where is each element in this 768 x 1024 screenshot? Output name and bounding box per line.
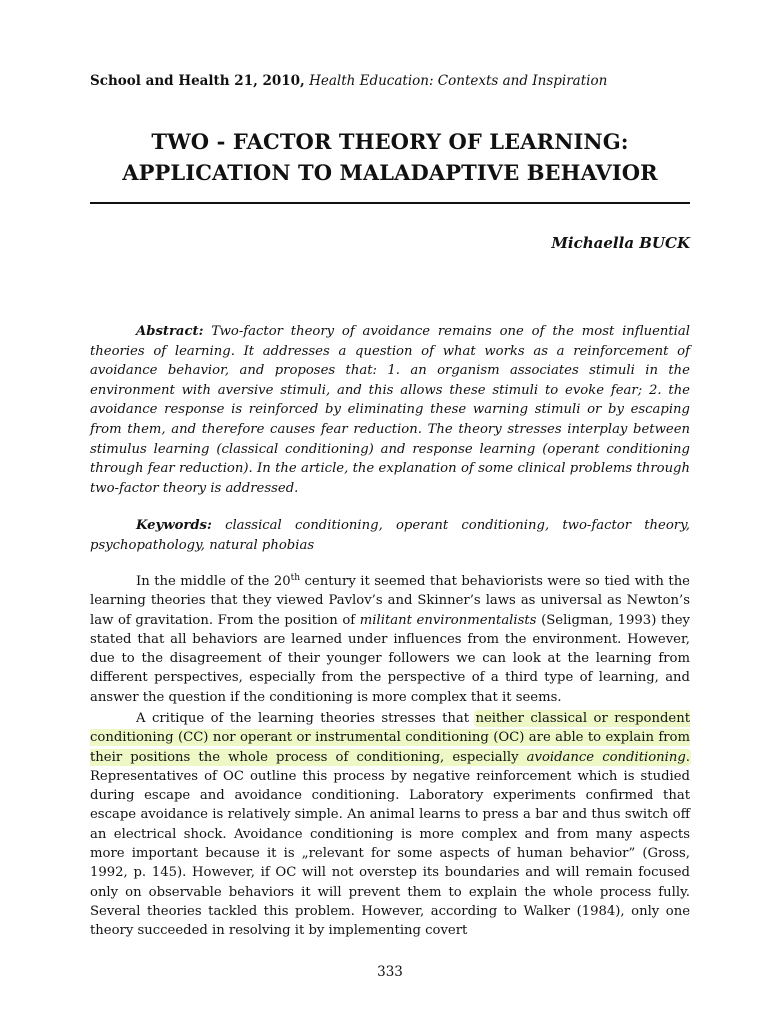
abstract-text: Two-factor theory of avoidance remains one of the most influential theories of learning. It addresses a question of what works as a reinforcement of avoidance behavior, and proposes that: 1. an organism associates stimuli in the environment with aversive stimuli, and this allows these stimuli to evoke fear; 2. the avoidance response is reinforced by eliminating these warning stimuli or by escaping from them, and therefore causes fear reduction. The theory stresses interplay between stimulus learning (classical conditioning) and response learning (operant conditioning through fear reduction). In the article, the explanation of some clinical problems through two-factor theory is addressed.: [90, 324, 690, 496]
body-p2-text-b: Representatives of OC outline this process by negative reinforcement which is studied during escape and avoidance conditioning. Laboratory experiments confirmed that escape avoidance is relatively simple. An animal learns to press a bar and thus switch off an electrical shock. Avoidance conditioning is more complex and from many aspects more important because it is „relevant for some aspects of human behavior” (Gross, 1992, p. 145). However, if OC will not overstep its boundaries and will remain focused only on observable behaviors it will prevent them to explain the whole process fully. Several theories tackled this problem. However, according to Walker (1984), only one theory succeeded in resolving it by implementing covert: [90, 768, 690, 939]
highlighted-italic-text: avoidance conditioning: [526, 749, 686, 765]
keywords-label: Keywords:: [136, 518, 212, 533]
journal-subtitle: Health Education: Contexts and Inspiration: [309, 73, 608, 89]
body-p1-text-a: In the middle of the 20: [136, 574, 291, 589]
body-paragraph-1: [90, 572, 690, 707]
abstract-label: Abstract:: [136, 324, 204, 339]
article-title: [90, 126, 690, 188]
article-title-line-2: APPLICATION TO MALADAPTIVE BEHAVIOR: [122, 160, 658, 185]
highlighted-text-end: .: [685, 749, 690, 765]
document-page: [90, 0, 690, 1024]
abstract-paragraph: [90, 322, 690, 498]
highlighted-text: neither classical or respondent conditioning (CC) nor operant or instrumental conditioning (OC) are able to explain from their positions the whole process of conditioning, especially: [90, 711, 690, 765]
author-name: Michaella BUCK: [551, 234, 690, 252]
body-paragraph-2: [90, 709, 690, 941]
journal-header: [90, 72, 690, 90]
body-p1-superscript: th: [290, 573, 301, 583]
body-p1-text-c: (Seligman, 1993) they stated that all behaviors are learned under influences from the environment. However, due to the disagreement of their younger followers we can look at the learning from different perspectives, especially from the perspective of a third type of learning, and answer the question if the conditioning is more complex that it seems.: [90, 612, 691, 705]
body-p1-text-b: century it seemed that behaviorists were so tied with the learning theories that they viewed Pavlov’s and Skinner’s laws as universal as Newton’s law of gravitation. From the position of: [90, 574, 690, 628]
page-number: 333: [377, 964, 403, 980]
body-p2-text-a: A critique of the learning theories stresses that: [136, 711, 476, 726]
keywords-paragraph: [90, 516, 690, 555]
article-title-line-1: TWO - FACTOR THEORY OF LEARNING:: [151, 129, 629, 154]
title-divider: [90, 202, 690, 204]
journal-name: School and Health 21, 2010,: [90, 73, 305, 89]
body-p1-italic: militant environmentalists: [359, 612, 537, 628]
keywords-text: classical conditioning, operant conditioning, two-factor theory, psychopathology, natural phobias: [90, 518, 690, 553]
